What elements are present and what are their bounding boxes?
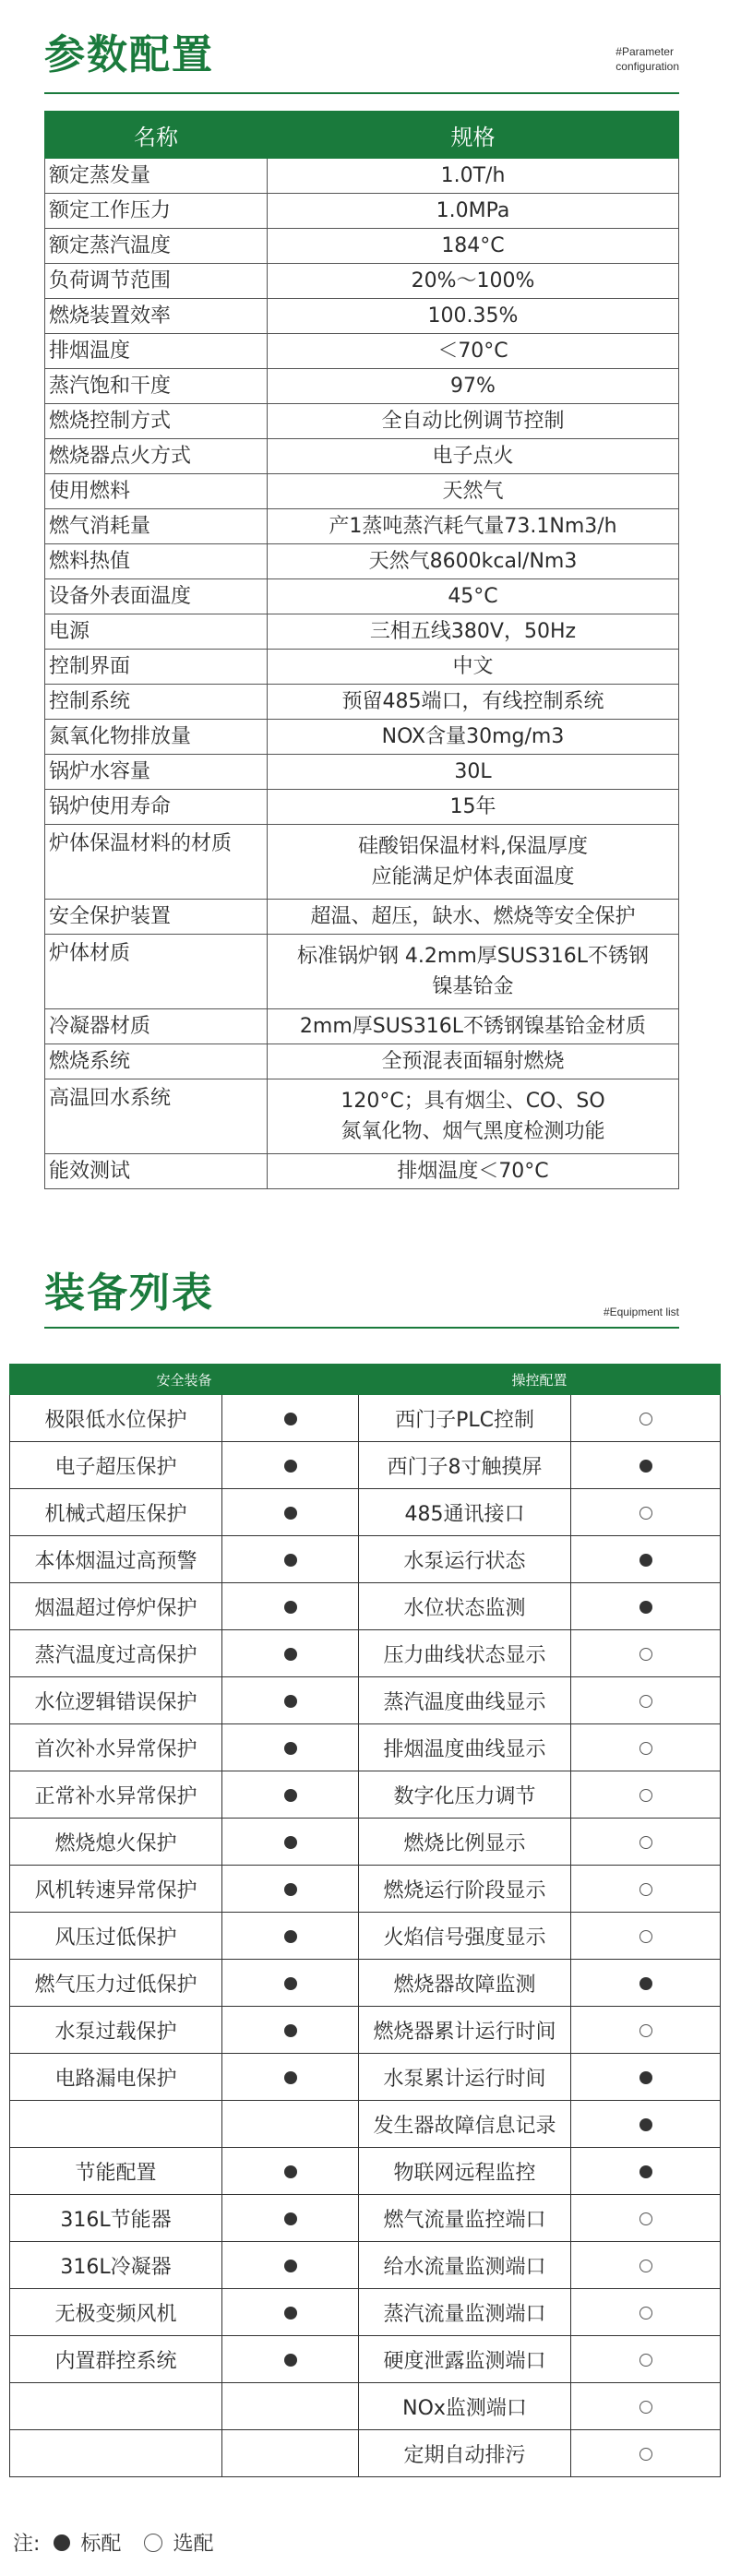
control-item: 蒸汽流量监测端口: [359, 2289, 571, 2336]
safety-marker-cell: [222, 2148, 359, 2195]
param-name: 排烟温度: [45, 334, 268, 369]
param-row: [45, 159, 679, 194]
param-value: 97%: [268, 369, 679, 404]
param-row: [45, 1079, 679, 1154]
control-marker-cell: [571, 2148, 721, 2195]
control-marker-cell: [571, 2336, 721, 2383]
control-item: 火焰信号强度显示: [359, 1913, 571, 1960]
params-tag-line1: #Parameter: [615, 45, 674, 58]
param-value: 全自动比例调节控制: [268, 404, 679, 439]
param-row: [45, 299, 679, 334]
control-item: 燃烧比例显示: [359, 1819, 571, 1866]
optional-circle-icon: [639, 2354, 652, 2367]
equip-row: [10, 2195, 721, 2242]
param-row: [45, 614, 679, 650]
optional-circle-icon: [639, 2024, 652, 2037]
control-marker-cell: [571, 2289, 721, 2336]
param-name: 炉体保温材料的材质: [45, 825, 268, 900]
safety-item: 电子超压保护: [10, 1442, 222, 1489]
legend-optional: 选配: [173, 2533, 214, 2556]
param-value-line2: 镍基铪金: [432, 975, 514, 998]
standard-dot-icon: [284, 2307, 297, 2320]
param-name: 蒸汽饱和干度: [45, 369, 268, 404]
control-marker-cell: [571, 1913, 721, 1960]
safety-item: 烟温超过停炉保护: [10, 1583, 222, 1630]
param-row: [45, 685, 679, 720]
safety-item: 水位逻辑错误保护: [10, 1677, 222, 1724]
equip-table-header: [10, 1365, 721, 1395]
param-value: ＜70°C: [268, 334, 679, 369]
safety-item: 无极变频风机: [10, 2289, 222, 2336]
param-name: 燃气消耗量: [45, 509, 268, 544]
safety-marker-cell: [222, 1819, 359, 1866]
param-row: [45, 404, 679, 439]
control-item: 硬度泄露监测端口: [359, 2336, 571, 2383]
safety-marker-cell: [222, 1630, 359, 1677]
control-item: 数字化压力调节: [359, 1771, 571, 1819]
equip-table: [9, 1364, 721, 2477]
standard-dot-icon: [284, 2165, 297, 2178]
optional-circle-icon: [639, 1883, 652, 1896]
standard-dot-icon: [284, 2024, 297, 2037]
legend-prefix: 注:: [13, 2533, 41, 2556]
param-name: 炉体材质: [45, 935, 268, 1009]
param-name: 控制系统: [45, 685, 268, 720]
control-marker-cell: [571, 1583, 721, 1630]
param-name: 安全保护装置: [45, 900, 268, 935]
control-item: 燃烧器累计运行时间: [359, 2007, 571, 2054]
params-table-body: [45, 159, 679, 1189]
param-value: 1.0T/h: [268, 159, 679, 194]
standard-dot-icon: [639, 2118, 652, 2131]
param-row: [45, 755, 679, 790]
legend-standard: 标配: [80, 2533, 122, 2556]
param-row: [45, 474, 679, 509]
param-value: 100.35%: [268, 299, 679, 334]
standard-dot-icon: [639, 2071, 652, 2084]
safety-marker-cell: [222, 2054, 359, 2101]
param-row: [45, 720, 679, 755]
control-item: 给水流量监测端口: [359, 2242, 571, 2289]
param-value: 全预混表面辐射燃烧: [268, 1044, 679, 1079]
param-row: [45, 1009, 679, 1044]
control-item: 水泵累计运行时间: [359, 2054, 571, 2101]
optional-circle-icon: [639, 2401, 652, 2414]
safety-marker-cell: [222, 1442, 359, 1489]
equip-row: [10, 2242, 721, 2289]
param-name: 设备外表面温度: [45, 579, 268, 614]
control-item: 水位状态监测: [359, 1583, 571, 1630]
control-marker-cell: [571, 2054, 721, 2101]
safety-item: 风压过低保护: [10, 1913, 222, 1960]
control-item: 西门子8寸触摸屏: [359, 1442, 571, 1489]
param-name: 使用燃料: [45, 474, 268, 509]
control-item: 蒸汽温度曲线显示: [359, 1677, 571, 1724]
safety-marker-cell: [222, 2289, 359, 2336]
equip-row: [10, 2289, 721, 2336]
col-safety-header: 安全装备: [10, 1365, 359, 1395]
params-header: [44, 31, 679, 78]
control-item: NOx监测端口: [359, 2383, 571, 2430]
equip-header: [44, 1270, 679, 1318]
safety-item: [10, 2430, 222, 2477]
safety-marker-cell: [222, 1913, 359, 1960]
param-row: [45, 369, 679, 404]
equip-row: [10, 1724, 721, 1771]
equip-row: [10, 2336, 721, 2383]
param-value: 30L: [268, 755, 679, 790]
safety-marker-cell: [222, 2430, 359, 2477]
optional-circle-icon: [639, 1695, 652, 1708]
param-row: [45, 1044, 679, 1079]
safety-marker-cell: [222, 1771, 359, 1819]
param-value-line2: 应能满足炉体表面温度: [371, 865, 575, 888]
control-marker-cell: [571, 1960, 721, 2007]
safety-item: 机械式超压保护: [10, 1489, 222, 1536]
safety-item: 风机转速异常保护: [10, 1866, 222, 1913]
control-item: 排烟温度曲线显示: [359, 1724, 571, 1771]
optional-circle-icon: [144, 2534, 162, 2552]
control-item: 燃烧运行阶段显示: [359, 1866, 571, 1913]
standard-dot-icon: [284, 2071, 297, 2084]
optional-circle-icon: [639, 1930, 652, 1943]
param-value: 排烟温度＜70°C: [268, 1154, 679, 1189]
optional-circle-icon: [639, 2448, 652, 2461]
control-marker-cell: [571, 2430, 721, 2477]
equip-row: [10, 1630, 721, 1677]
param-name: 能效测试: [45, 1154, 268, 1189]
safety-marker-cell: [222, 1395, 359, 1442]
params-table-header: [45, 112, 679, 159]
safety-item: [10, 2383, 222, 2430]
safety-item: 本体烟温过高预警: [10, 1536, 222, 1583]
equip-row: [10, 1536, 721, 1583]
control-marker-cell: [571, 1395, 721, 1442]
param-name: 额定工作压力: [45, 194, 268, 229]
param-row: [45, 194, 679, 229]
control-marker-cell: [571, 1630, 721, 1677]
equip-row: [10, 2383, 721, 2430]
standard-dot-icon: [284, 2354, 297, 2367]
control-marker-cell: [571, 2007, 721, 2054]
control-item: 燃气流量监控端口: [359, 2195, 571, 2242]
equip-row: [10, 2054, 721, 2101]
standard-dot-icon: [284, 1507, 297, 1520]
control-item: 485通讯接口: [359, 1489, 571, 1536]
param-row: [45, 229, 679, 264]
param-row: [45, 579, 679, 614]
param-row: [45, 935, 679, 1009]
standard-dot-icon: [54, 2534, 70, 2551]
control-marker-cell: [571, 1819, 721, 1866]
params-tag-line2: configuration: [615, 60, 679, 74]
safety-marker-cell: [222, 1960, 359, 2007]
standard-dot-icon: [284, 1930, 297, 1943]
param-row: [45, 1154, 679, 1189]
param-name: 电源: [45, 614, 268, 650]
safety-marker-cell: [222, 2101, 359, 2148]
equip-row: [10, 1771, 721, 1819]
legend: [13, 2528, 213, 2557]
safety-item: 正常补水异常保护: [10, 1771, 222, 1819]
optional-circle-icon: [639, 1742, 652, 1755]
col-spec-header: 规格: [268, 112, 679, 159]
param-value: 产1蒸吨蒸汽耗气量73.1Nm3/h: [268, 509, 679, 544]
param-value: 天然气8600kcal/Nm3: [268, 544, 679, 579]
param-row: [45, 825, 679, 900]
control-item: 发生器故障信息记录: [359, 2101, 571, 2148]
control-marker-cell: [571, 2242, 721, 2289]
optional-circle-icon: [639, 1648, 652, 1661]
standard-dot-icon: [284, 1648, 297, 1661]
control-marker-cell: [571, 1724, 721, 1771]
equip-row: [10, 1583, 721, 1630]
param-value: 预留485端口，有线控制系统: [268, 685, 679, 720]
param-value: [268, 825, 679, 900]
equip-row: [10, 1866, 721, 1913]
standard-dot-icon: [284, 1742, 297, 1755]
standard-dot-icon: [639, 1460, 652, 1473]
optional-circle-icon: [639, 2212, 652, 2225]
control-marker-cell: [571, 1677, 721, 1724]
safety-item: 节能配置: [10, 2148, 222, 2195]
param-value: 45°C: [268, 579, 679, 614]
param-name: 燃烧器点火方式: [45, 439, 268, 474]
standard-dot-icon: [639, 1977, 652, 1990]
equip-row: [10, 1395, 721, 1442]
param-name: 锅炉水容量: [45, 755, 268, 790]
param-name: 控制界面: [45, 650, 268, 685]
safety-marker-cell: [222, 1677, 359, 1724]
control-item: 水泵运行状态: [359, 1536, 571, 1583]
control-item: 定期自动排污: [359, 2430, 571, 2477]
equip-row: [10, 2007, 721, 2054]
control-item: 压力曲线状态显示: [359, 1630, 571, 1677]
param-value: 中文: [268, 650, 679, 685]
safety-item: 316L节能器: [10, 2195, 222, 2242]
optional-circle-icon: [639, 1507, 652, 1520]
standard-dot-icon: [284, 1413, 297, 1425]
safety-marker-cell: [222, 2242, 359, 2289]
equip-row: [10, 2101, 721, 2148]
param-value: 电子点火: [268, 439, 679, 474]
param-value: [268, 935, 679, 1009]
equip-row: [10, 2430, 721, 2477]
safety-marker-cell: [222, 2195, 359, 2242]
equip-divider: [44, 1327, 679, 1329]
safety-item: 蒸汽温度过高保护: [10, 1630, 222, 1677]
safety-marker-cell: [222, 1536, 359, 1583]
equip-row: [10, 1677, 721, 1724]
safety-item: 内置群控系统: [10, 2336, 222, 2383]
optional-circle-icon: [639, 1789, 652, 1802]
param-name: 负荷调节范围: [45, 264, 268, 299]
param-row: [45, 544, 679, 579]
safety-item: 极限低水位保护: [10, 1395, 222, 1442]
safety-item: 首次补水异常保护: [10, 1724, 222, 1771]
optional-circle-icon: [639, 2307, 652, 2320]
standard-dot-icon: [284, 1789, 297, 1802]
control-marker-cell: [571, 1536, 721, 1583]
safety-marker-cell: [222, 2007, 359, 2054]
optional-circle-icon: [639, 1413, 652, 1425]
param-name: 高温回水系统: [45, 1079, 268, 1154]
optional-circle-icon: [639, 1836, 652, 1849]
control-marker-cell: [571, 2101, 721, 2148]
standard-dot-icon: [284, 1554, 297, 1567]
safety-marker-cell: [222, 1583, 359, 1630]
param-row: [45, 509, 679, 544]
param-name: 燃烧系统: [45, 1044, 268, 1079]
param-row: [45, 900, 679, 935]
param-value-line2: 氮氧化物、烟气黑度检测功能: [341, 1120, 605, 1143]
optional-circle-icon: [639, 2260, 652, 2272]
safety-item: 电路漏电保护: [10, 2054, 222, 2101]
control-marker-cell: [571, 2383, 721, 2430]
standard-dot-icon: [284, 2212, 297, 2225]
param-value: 天然气: [268, 474, 679, 509]
param-value-line1: 标准锅炉钢 4.2mm厚SUS316L不锈钢: [296, 945, 650, 968]
control-item: 西门子PLC控制: [359, 1395, 571, 1442]
param-name: 燃烧控制方式: [45, 404, 268, 439]
param-name: 燃烧装置效率: [45, 299, 268, 334]
param-value: NOX含量30mg/m3: [268, 720, 679, 755]
param-name: 冷凝器材质: [45, 1009, 268, 1044]
col-name-header: 名称: [45, 112, 268, 159]
equip-row: [10, 1819, 721, 1866]
control-marker-cell: [571, 1866, 721, 1913]
param-value: 三相五线380V，50Hz: [268, 614, 679, 650]
param-name: 锅炉使用寿命: [45, 790, 268, 825]
param-name: 额定蒸汽温度: [45, 229, 268, 264]
param-name: 额定蒸发量: [45, 159, 268, 194]
standard-dot-icon: [284, 1695, 297, 1708]
equip-row: [10, 1960, 721, 2007]
safety-marker-cell: [222, 1866, 359, 1913]
param-value-line1: 120°C；具有烟尘、CO、SO: [341, 1090, 605, 1113]
control-item: 物联网远程监控: [359, 2148, 571, 2195]
standard-dot-icon: [639, 1601, 652, 1614]
safety-item: 水泵过载保护: [10, 2007, 222, 2054]
standard-dot-icon: [284, 1460, 297, 1473]
safety-item: 燃烧熄火保护: [10, 1819, 222, 1866]
equip-row: [10, 1489, 721, 1536]
param-row: [45, 264, 679, 299]
equip-table-body: [10, 1395, 721, 2477]
safety-item: 316L冷凝器: [10, 2242, 222, 2289]
safety-marker-cell: [222, 2383, 359, 2430]
equip-row: [10, 2148, 721, 2195]
params-title: 参数配置: [44, 31, 214, 78]
col-control-header: 操控配置: [359, 1365, 721, 1395]
equip-row: [10, 1913, 721, 1960]
safety-marker-cell: [222, 1724, 359, 1771]
control-item: 燃烧器故障监测: [359, 1960, 571, 2007]
equip-tag: #Equipment list: [603, 1306, 679, 1318]
control-marker-cell: [571, 1771, 721, 1819]
param-value: 1.0MPa: [268, 194, 679, 229]
equip-title: 装备列表: [44, 1270, 214, 1317]
param-value: 20%～100%: [268, 264, 679, 299]
param-value: 184°C: [268, 229, 679, 264]
param-value: [268, 1079, 679, 1154]
param-name: 氮氧化物排放量: [45, 720, 268, 755]
params-table: [44, 111, 679, 1189]
safety-item: [10, 2101, 222, 2148]
standard-dot-icon: [284, 1977, 297, 1990]
equip-row: [10, 1442, 721, 1489]
control-marker-cell: [571, 1442, 721, 1489]
params-tag: [615, 44, 679, 74]
param-row: [45, 334, 679, 369]
param-value: 2mm厚SUS316L不锈钢镍基铪金材质: [268, 1009, 679, 1044]
param-row: [45, 439, 679, 474]
standard-dot-icon: [284, 1836, 297, 1849]
control-marker-cell: [571, 2195, 721, 2242]
standard-dot-icon: [284, 1883, 297, 1896]
standard-dot-icon: [284, 2260, 297, 2272]
control-marker-cell: [571, 1489, 721, 1536]
safety-item: 燃气压力过低保护: [10, 1960, 222, 2007]
safety-marker-cell: [222, 1489, 359, 1536]
safety-marker-cell: [222, 2336, 359, 2383]
standard-dot-icon: [639, 1554, 652, 1567]
param-value: 15年: [268, 790, 679, 825]
param-name: 燃料热值: [45, 544, 268, 579]
params-divider: [44, 92, 679, 94]
param-row: [45, 790, 679, 825]
param-value-line1: 硅酸铝保温材料,保温厚度: [358, 835, 588, 858]
standard-dot-icon: [639, 2165, 652, 2178]
param-value: 超温、超压，缺水、燃烧等安全保护: [268, 900, 679, 935]
standard-dot-icon: [284, 1601, 297, 1614]
param-row: [45, 650, 679, 685]
